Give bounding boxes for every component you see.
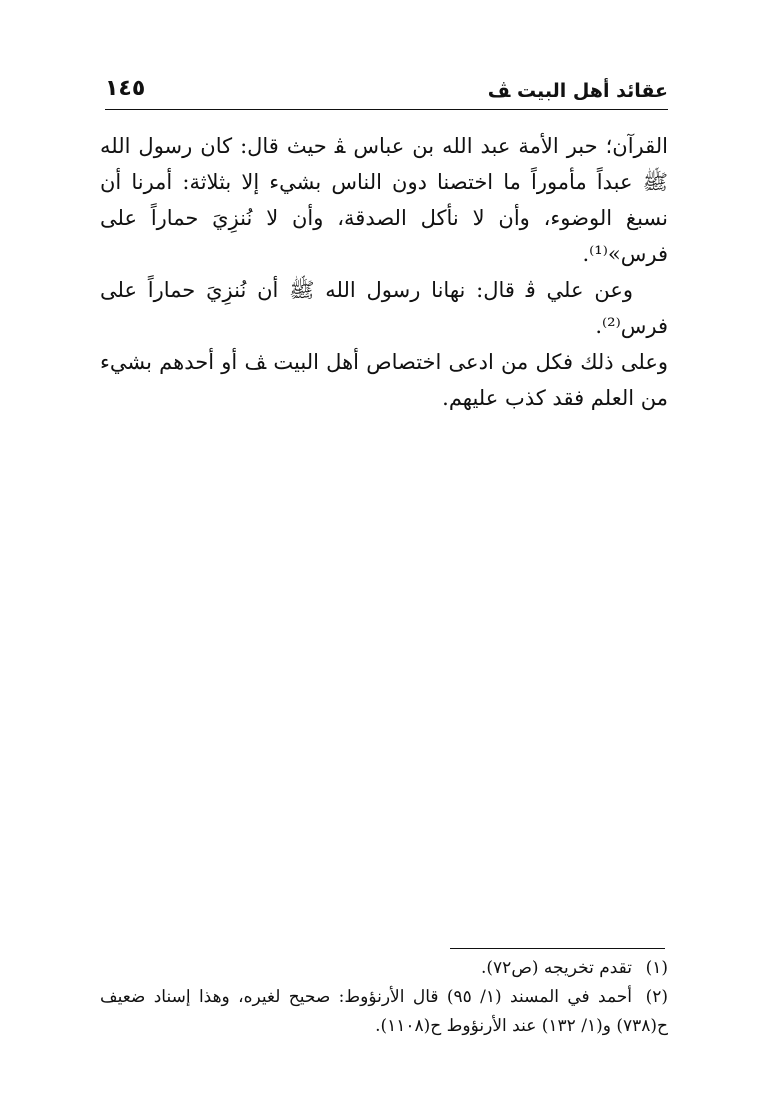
- running-header-title: عقائد أهل البيت ﭫ: [487, 80, 668, 102]
- paragraph-2: وعن علي ﭬ قال: نهانا رسول الله ﷺ أن نُنزِيَ حماراً على فرس⁽²⁾.: [100, 278, 668, 338]
- footnote-text: تقدم تخريجه (ص٧٢).: [481, 958, 632, 978]
- page-number: ١٤٥: [105, 76, 146, 101]
- footnote-2: [100, 983, 668, 1041]
- paragraph-3: وعلى ذلك فكل من ادعى اختصاص أهل البيت ﭫ أو أحدهم بشيء من العلم فقد كذب عليهم.: [100, 350, 668, 410]
- footnote-text: أحمد في المسند (١/ ٩٥) قال الأرنؤوط: صحيح لغيره، وهذا إسناد ضعيف ح(٧٣٨) و(١/ ١٣٢) عند الأرنؤوط ح(١١٠٨).: [100, 987, 668, 1036]
- footnote-1: [100, 954, 668, 983]
- footnote-divider: [450, 948, 665, 949]
- paragraph-1: القرآن؛ حبر الأمة عبد الله بن عباس ﭭ حيث قال: كان رسول الله ﷺ عبداً مأموراً ما اختصنا دون الناس بشيء إلا بثلاثة: أمرنا أن نسبغ الوضوء، وأن لا نأكل الصدقة، وأن لا نُنزِيَ حماراً على فرس»⁽¹⁾.: [100, 134, 668, 266]
- body-text: [100, 128, 668, 416]
- footnote-number: (٢): [645, 987, 669, 1007]
- footnotes: [100, 954, 668, 1041]
- header-divider: [105, 109, 668, 110]
- footnote-number: (١): [645, 958, 668, 978]
